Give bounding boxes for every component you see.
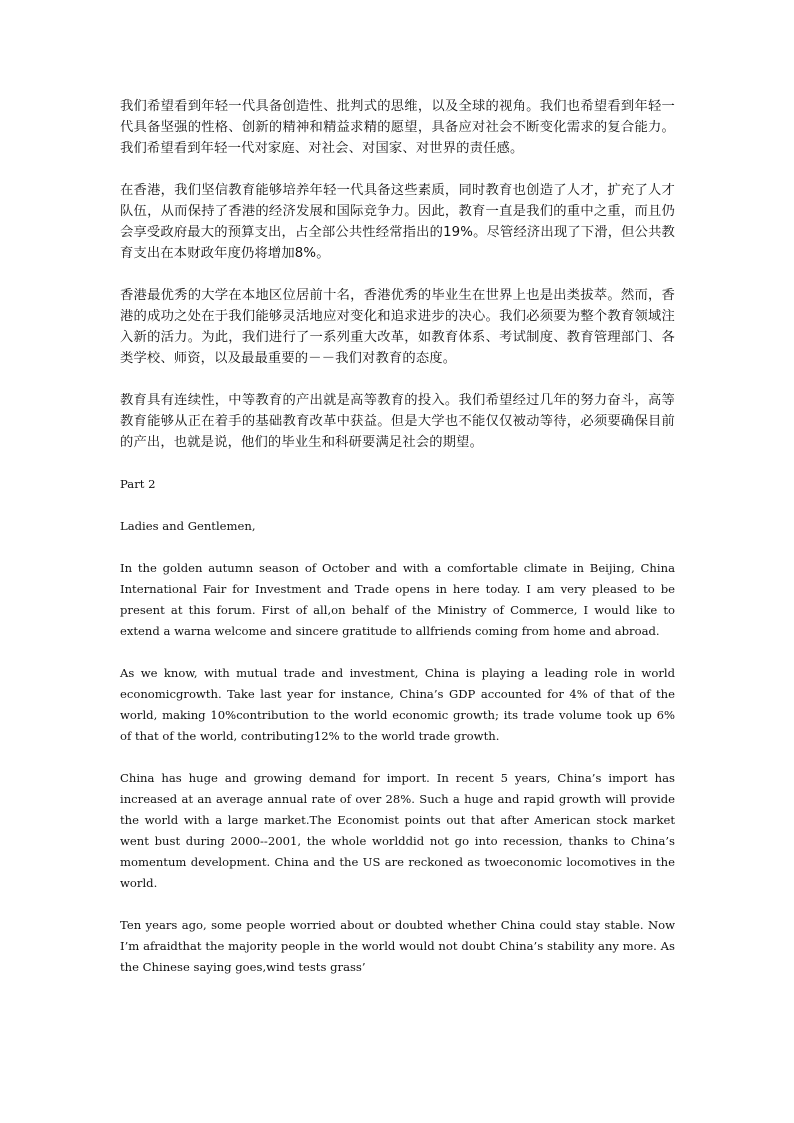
part-heading: Part 2 bbox=[120, 477, 156, 491]
paragraph-en-2: As we know, with mutual trade and investment, China is playing a leading role in world economicgrowth. Take last year for instance, China’s GDP accounted for 4% of that of the world, making 10%contribution to the world economic growth; its trade volume took up 6% of that of the world, contributing12% to the world trade growth. bbox=[120, 666, 675, 743]
paragraph-en-3: China has huge and growing demand for import. In recent 5 years, China’s import has increased at an average annual rate of over 28%. Such a huge and rapid growth will provide the world with a large market.The Economist points out that after American stock market went bust during 2000--2001, the whole worlddid not go into recession, thanks to China’s momentum development. China and the US are reckoned as twoeconomic locomotives in the world. bbox=[120, 771, 675, 890]
paragraph-zh-4: 教育具有连续性，中等教育的产出就是高等教育的投入。我们希望经过几年的努力奋斗，高等教育能够从正在着手的基础教育改革中获益。但是大学也不能仅仅被动等待，必须要确保目前的产出，也就是说，他们的毕业生和科研要满足社会的期望。 bbox=[120, 393, 675, 450]
paragraph-en-1: In the golden autumn season of October and with a comfortable climate in Beijing, China International Fair for Investment and Trade opens in here today. I am very pleased to be present at this forum. First of all,on behalf of the Ministry of Commerce, I would like to extend a warna welcome and sincere gratitude to allfriends coming from home and abroad. bbox=[120, 561, 675, 638]
paragraph-zh-3: 香港最优秀的大学在本地区位居前十名，香港优秀的毕业生在世界上也是出类拔萃。然而，香港的成功之处在于我们能够灵活地应对变化和追求进步的决心。我们必须要为整个教育领域注入新的活力。为此，我们进行了一系列重大改革，如教育体系、考试制度、教育管理部门、各类学校、师资，以及最最重要的－－我们对教育的态度。 bbox=[120, 288, 675, 366]
paragraph-zh-1: 我们希望看到年轻一代具备创造性、批判式的思维，以及全球的视角。我们也希望看到年轻一代具备坚强的性格、创新的精神和精益求精的愿望，具备应对社会不断变化需求的复合能力。我们希望看到年轻一代对家庭、对社会、对国家、对世界的责任感。 bbox=[120, 99, 675, 156]
document-body bbox=[120, 96, 675, 999]
paragraph-en-4: Ten years ago, some people worried about or doubted whether China could stay stable. Now I’m afraidthat the majority people in the world would not doubt China’s stability any more. As the Chinese saying goes,wind tests grass’ bbox=[120, 918, 675, 974]
paragraph-zh-2: 在香港，我们坚信教育能够培养年轻一代具备这些素质，同时教育也创造了人才，扩充了人才队伍，从而保持了香港的经济发展和国际竞争力。因此，教育一直是我们的重中之重，而且仍会享受政府最大的预算支出，占全部公共性经常指出的19%。尽管经济出现了下滑，但公共教育支出在本财政年度仍将增加8%。 bbox=[120, 183, 675, 261]
salutation: Ladies and Gentlemen, bbox=[120, 519, 256, 533]
